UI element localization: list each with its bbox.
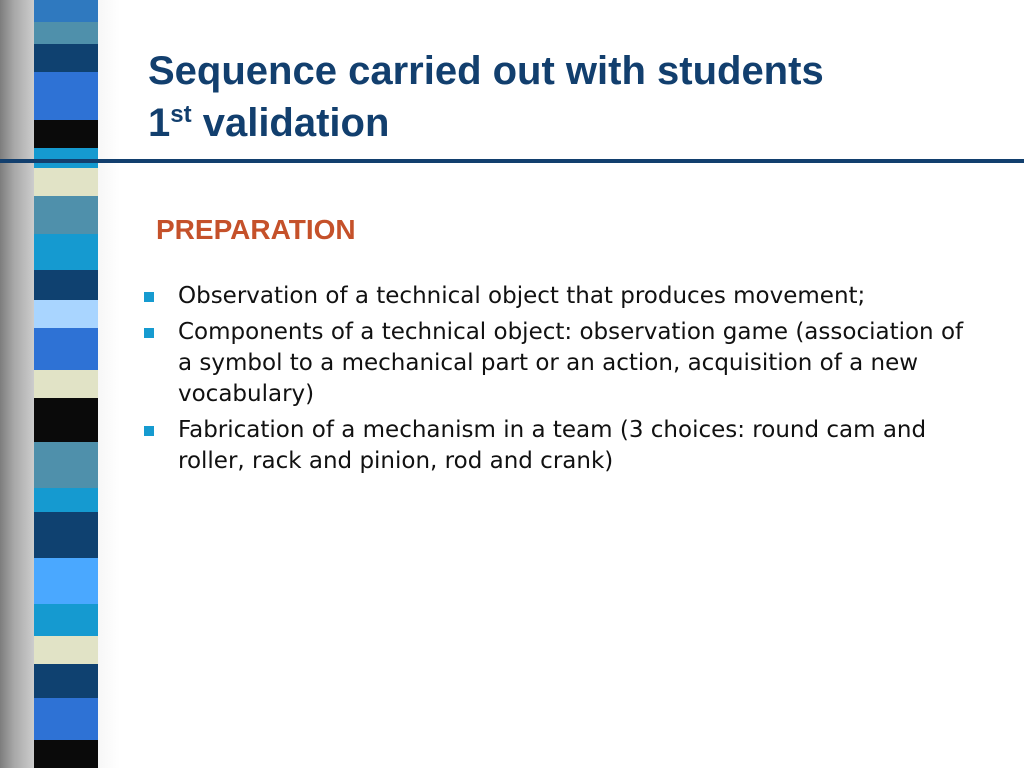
stripe-11 <box>34 300 98 328</box>
stripe-1 <box>34 0 98 22</box>
stripe-21 <box>34 664 98 698</box>
stripe-2 <box>34 22 98 44</box>
square-bullet-icon <box>144 292 154 302</box>
stripe-22 <box>34 698 98 740</box>
square-bullet-icon <box>144 426 154 436</box>
stripe-20 <box>34 636 98 664</box>
stripe-23 <box>34 740 98 768</box>
bullet-text-1: Observation of a technical object that produces movement; <box>178 283 866 309</box>
stripe-12 <box>34 328 98 370</box>
stripe-14 <box>34 398 98 442</box>
stripe-3 <box>34 44 98 72</box>
square-bullet-icon <box>144 328 154 338</box>
stripe-18 <box>34 558 98 604</box>
slide-title <box>148 45 824 149</box>
stripe-10 <box>34 270 98 300</box>
title-divider-rule <box>0 159 1024 163</box>
bullet-list <box>140 281 980 482</box>
stripe-4 <box>34 72 98 120</box>
slide-title-line-1: Sequence carried out with students <box>148 49 824 93</box>
title-ordinal-suffix: st <box>170 101 192 128</box>
title-line-2-text: validation <box>191 101 390 145</box>
bullet-item-3 <box>140 415 980 477</box>
stripe-17 <box>34 512 98 558</box>
title-ordinal-number: 1 <box>148 101 171 145</box>
stripe-6 <box>34 148 98 168</box>
section-subtitle: PREPARATION <box>156 214 356 245</box>
stripe-19 <box>34 604 98 636</box>
bullet-item-2 <box>140 317 980 410</box>
stripe-5 <box>34 120 98 148</box>
decorative-stripe-bar <box>34 0 98 768</box>
bullet-item-1 <box>140 281 980 312</box>
bullet-text-2: Components of a technical object: observation game (association of a symbol to a mechanical part or an action, acquisition of a new vocabulary) <box>178 319 964 407</box>
stripe-7 <box>34 168 98 196</box>
stripe-13 <box>34 370 98 398</box>
stripe-15 <box>34 442 98 488</box>
stripe-9 <box>34 234 98 270</box>
stripe-8 <box>34 196 98 234</box>
stripe-16 <box>34 488 98 512</box>
slide-title-line-2 <box>148 101 389 145</box>
bullet-text-3: Fabrication of a mechanism in a team (3 choices: round cam and roller, rack and pinion, rod and crank) <box>178 417 927 474</box>
